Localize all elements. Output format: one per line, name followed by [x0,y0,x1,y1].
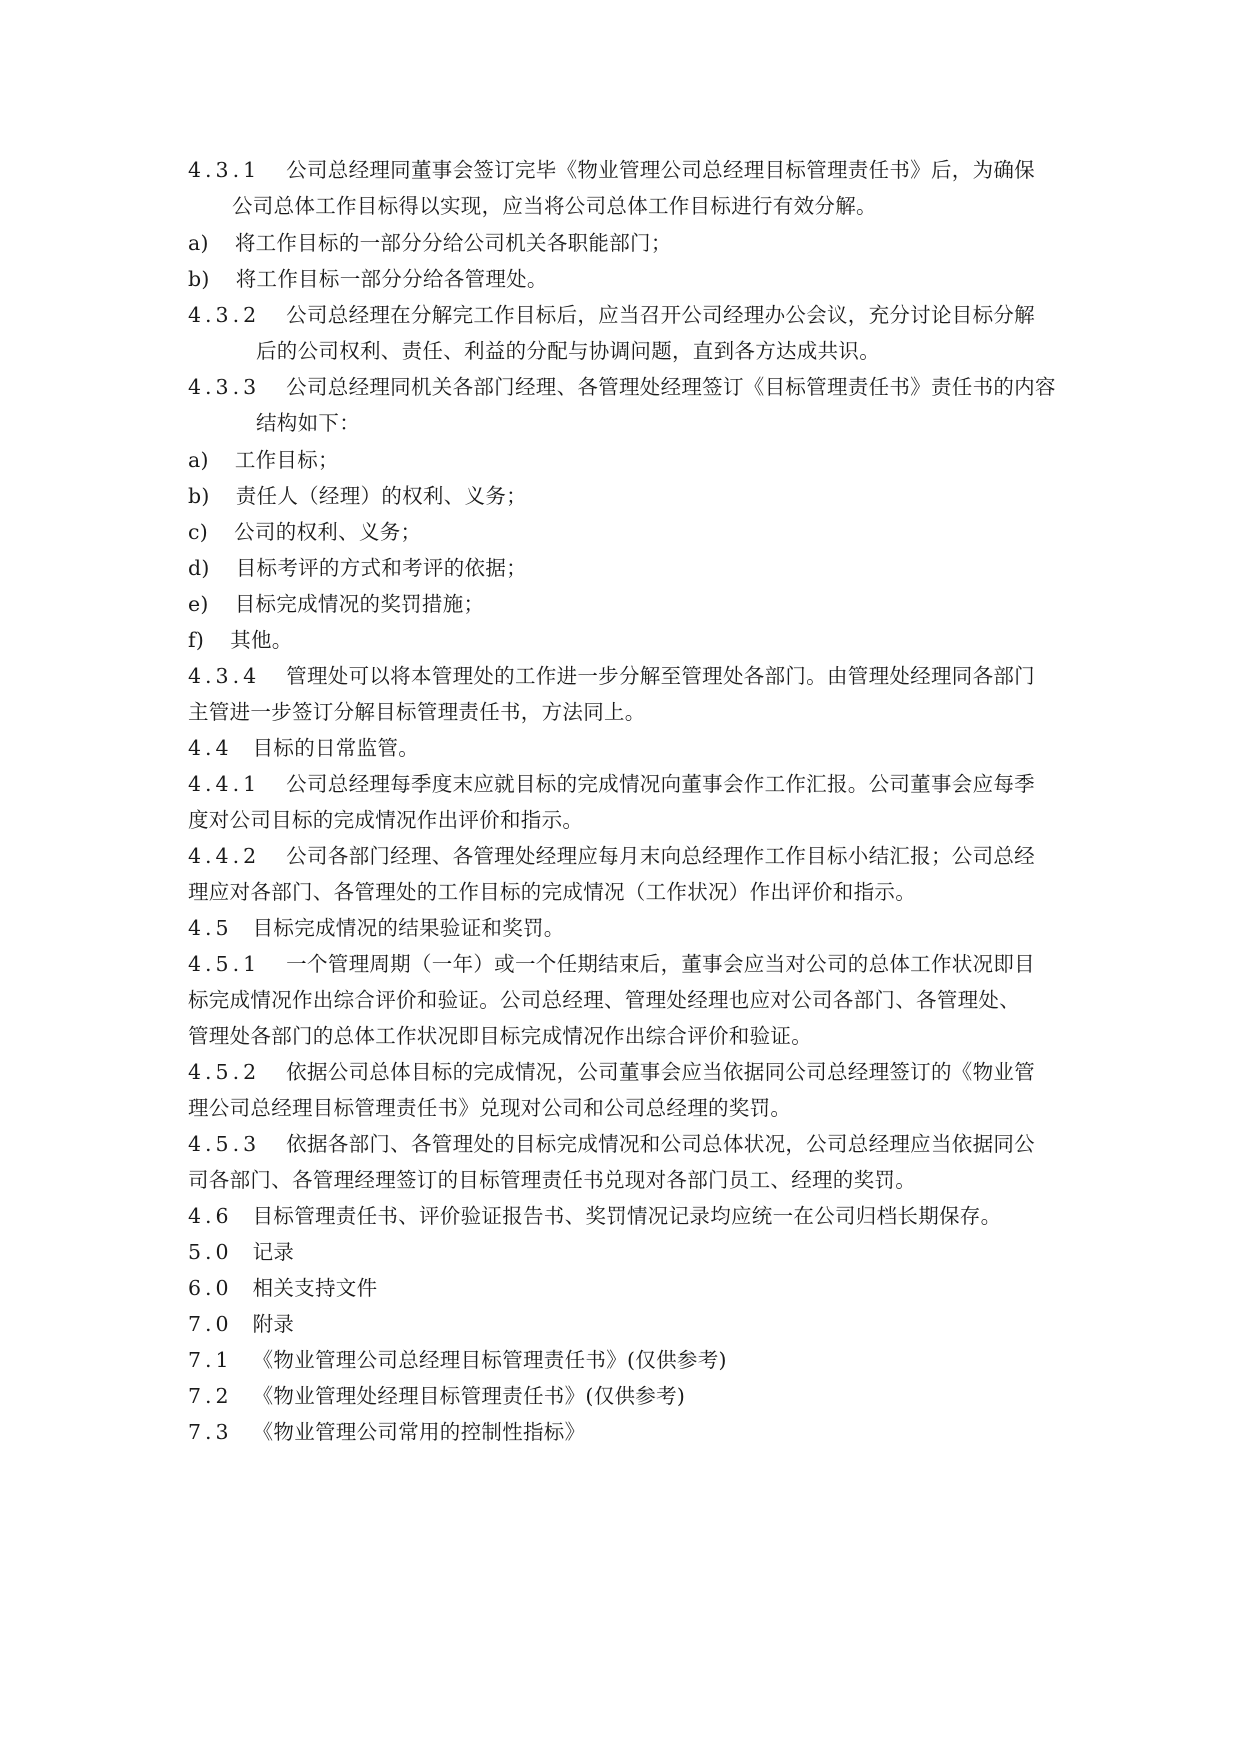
clause-text: 公司总经理每季度末应就目标的完成情况向董事会作工作汇报。公司董事会应每季 [286,772,1035,796]
list-marker: b) [188,267,210,291]
section-title: 记录 [252,1240,295,1264]
clause-4-3-3 [188,373,1056,401]
clause-text: 依据公司总体目标的完成情况，公司董事会应当依据同公司总经理签订的《物业管 [286,1060,1035,1084]
list-marker: a) [188,231,209,255]
section-title: 相关支持文件 [252,1276,378,1300]
clause-4-5-2-continuation [188,1094,791,1122]
clause-4-5-3-continuation [188,1166,916,1194]
section-4-6 [188,1202,1001,1230]
section-number: 5.0 [188,1240,233,1264]
list-item-c [188,518,421,546]
appendix-title: 《物业管理处经理目标管理责任书》(仅供参考) [252,1384,686,1408]
list-text: 将工作目标一部分分给各管理处。 [235,267,548,291]
clause-text: 司各部门、各管理经理签订的目标管理责任书兑现对各部门员工、经理的奖罚。 [188,1168,916,1192]
clause-text: 公司总经理在分解完工作目标后，应当召开公司经理办公会议，充分讨论目标分解 [286,303,1035,327]
list-item-d [188,554,527,582]
clause-4-4-1-continuation [188,806,583,834]
clause-text: 理应对各部门、各管理处的工作目标的完成情况（工作状况）作出评价和指示。 [188,880,916,904]
clause-4-3-1 [188,156,1035,184]
clause-4-3-1-continuation [232,192,877,220]
list-text: 将工作目标的一部分分给公司机关各职能部门； [234,231,672,255]
section-number: 6.0 [188,1276,233,1300]
section-7-0 [188,1310,294,1338]
clause-number: 4.5.3 [188,1132,261,1156]
section-text: 目标管理责任书、评价验证报告书、奖罚情况记录均应统一在公司归档长期保存。 [252,1204,1002,1228]
clause-number: 4.4.1 [188,772,261,796]
appendix-7-3 [188,1418,585,1446]
clause-4-3-3-continuation [256,409,360,437]
clause-number: 4.3.2 [188,303,261,327]
clause-4-4-2 [188,842,1035,870]
clause-text: 标完成情况作出综合评价和验证。公司总经理、管理处经理也应对公司各部门、各管理处、 [188,988,1020,1012]
clause-text: 理公司总经理目标管理责任书》兑现对公司和公司总经理的奖罚。 [188,1096,792,1120]
clause-4-3-4-continuation [188,698,646,726]
list-item-f [188,626,293,654]
appendix-title: 《物业管理公司常用的控制性指标》 [252,1420,586,1444]
appendix-number: 7.3 [188,1420,233,1444]
clause-text: 管理处可以将本管理处的工作进一步分解至管理处各部门。由管理处经理同各部门 [286,664,1035,688]
clause-number: 4.5.1 [188,952,261,976]
section-number: 4.5 [188,916,233,940]
section-6-0 [188,1274,377,1302]
clause-text: 度对公司目标的完成情况作出评价和指示。 [188,808,584,832]
list-item-a [188,446,339,474]
section-title: 附录 [252,1312,295,1336]
clause-4-4-1 [188,770,1035,798]
clause-4-5-2 [188,1058,1035,1086]
section-4-5 [188,914,565,942]
appendix-title: 《物业管理公司总经理目标管理责任书》(仅供参考) [252,1348,727,1372]
clause-4-4-2-continuation [188,878,916,906]
clause-4-5-1-continuation [188,1022,812,1050]
section-5-0 [188,1238,294,1266]
section-number: 7.0 [188,1312,233,1336]
list-marker: a) [188,448,209,472]
appendix-number: 7.2 [188,1384,233,1408]
list-marker: e) [188,592,209,616]
clause-4-5-1-continuation [188,986,1020,1014]
list-marker: f) [188,628,205,652]
clause-4-5-1 [188,950,1035,978]
list-item-b [188,482,527,510]
list-text: 目标考评的方式和考评的依据； [235,556,527,580]
appendix-7-1 [188,1346,727,1374]
clause-text: 公司各部门经理、各管理处经理应每月末向总经理作工作目标小结汇报；公司总经 [286,844,1035,868]
clause-text: 一个管理周期（一年）或一个任期结束后，董事会应当对公司的总体工作状况即目 [286,952,1035,976]
section-title: 目标的日常监管。 [252,736,420,760]
clause-4-3-2 [188,301,1035,329]
appendix-7-2 [188,1382,685,1410]
section-number: 4.4 [188,736,233,760]
list-text: 公司的权利、义务； [234,520,422,544]
list-item-a [188,229,672,257]
clause-4-3-2-continuation [256,337,880,365]
clause-number: 4.3.3 [188,375,261,399]
clause-number: 4.4.2 [188,844,261,868]
clause-text: 公司总经理同机关各部门经理、各管理处经理签订《目标管理责任书》责任书的内容 [286,375,1056,399]
clause-4-3-4 [188,662,1035,690]
list-marker: d) [188,556,210,580]
list-text: 其他。 [230,628,293,652]
list-item-e [188,590,484,618]
clause-number: 4.5.2 [188,1060,261,1084]
list-text: 目标完成情况的奖罚措施； [234,592,485,616]
list-text: 工作目标； [234,448,339,472]
clause-text: 主管进一步签订分解目标管理责任书，方法同上。 [188,700,646,724]
clause-number: 4.3.4 [188,664,261,688]
list-marker: b) [188,484,210,508]
clause-text: 管理处各部门的总体工作状况即目标完成情况作出综合评价和验证。 [188,1024,812,1048]
clause-text: 公司总经理同董事会签订完毕《物业管理公司总经理目标管理责任书》后，为确保 [286,158,1035,182]
section-number: 4.6 [188,1204,233,1228]
clause-text: 依据各部门、各管理处的目标完成情况和公司总体状况，公司总经理应当依据同公 [286,1132,1035,1156]
clause-text: 后的公司权利、责任、利益的分配与协调问题，直到各方达成共识。 [256,339,880,363]
list-item-b [188,265,548,293]
appendix-number: 7.1 [188,1348,233,1372]
clause-text: 公司总体工作目标得以实现，应当将公司总体工作目标进行有效分解。 [232,194,877,218]
list-marker: c) [188,520,209,544]
clause-number: 4.3.1 [188,158,261,182]
clause-4-5-3 [188,1130,1035,1158]
section-4-4 [188,734,419,762]
section-title: 目标完成情况的结果验证和奖罚。 [252,916,565,940]
clause-text: 结构如下： [256,411,360,435]
list-text: 责任人（经理）的权利、义务； [235,484,527,508]
